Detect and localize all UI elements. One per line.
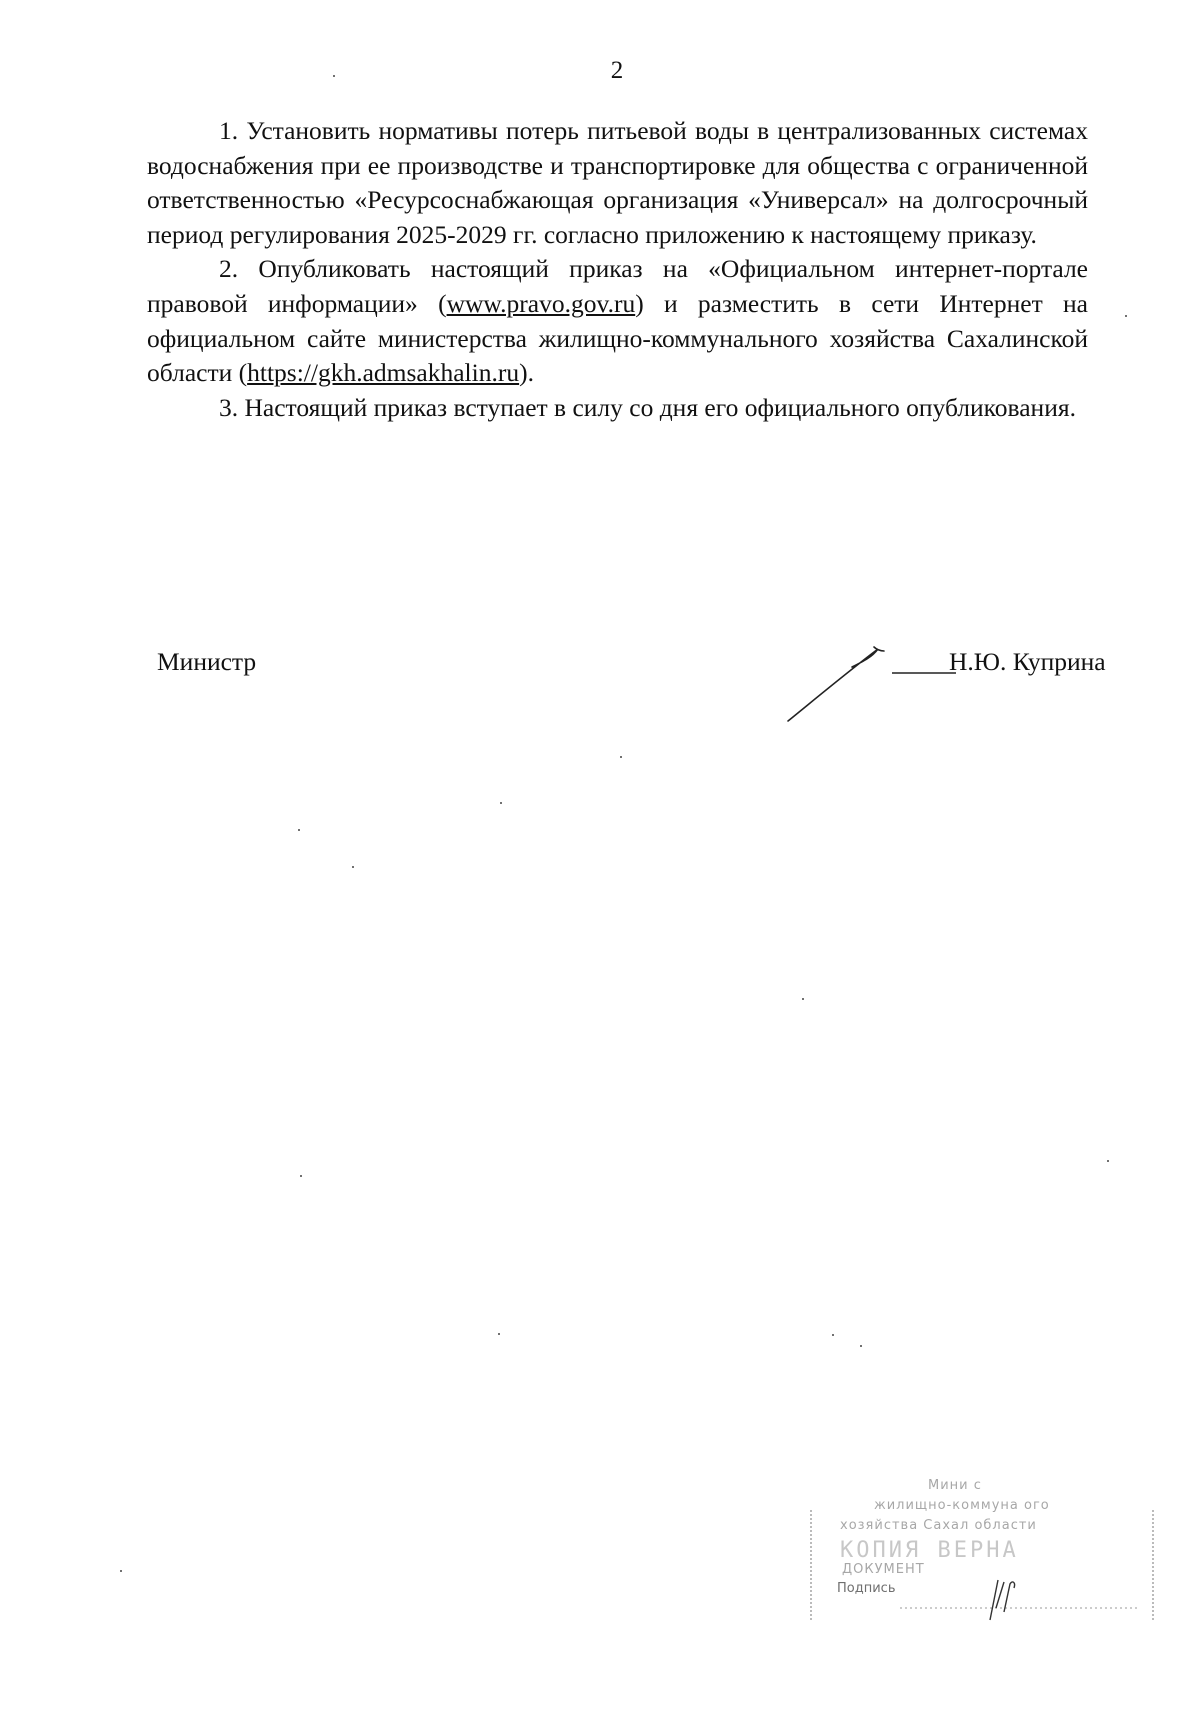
scan-speck xyxy=(300,1175,302,1177)
scan-speck xyxy=(1125,315,1127,317)
scan-speck xyxy=(352,866,354,868)
stamp-line-3: хозяйства Сахал области xyxy=(840,1518,1037,1533)
scan-speck xyxy=(832,1334,834,1336)
stamp-line-1: Мини с xyxy=(928,1478,982,1493)
stamp-sign-label: Подпись xyxy=(837,1581,896,1596)
paragraph-2 xyxy=(147,252,1088,390)
stamp-line-4: КОПИЯ ВЕРНА xyxy=(840,1538,1019,1563)
paragraph-1: 1. Установить нормативы потерь питьевой воды в централизованных системах водоснабжения при ее производстве и транспортировке для общества с ограниченной ответственностью «Ресурсоснабжающая организация «Универсал» на долгосрочный период регулирования 2025-2029 гг. согласно приложению к настоящему приказу. xyxy=(147,116,1088,249)
scan-speck xyxy=(860,1345,862,1347)
scan-speck xyxy=(620,756,622,758)
scan-speck xyxy=(1107,1160,1109,1162)
scan-speck xyxy=(120,1570,122,1572)
stamp-signature xyxy=(870,1578,1140,1622)
scan-speck xyxy=(333,75,335,77)
scan-speck xyxy=(498,1333,500,1335)
scan-speck xyxy=(500,802,502,804)
minister-title: Министр xyxy=(157,647,257,676)
scan-speck xyxy=(802,998,804,1000)
paragraph-2-text-2: ) и разместить в сети Интернет на официальном сайте министерства жилищно-коммунального хозяйства Сахалинской области ( xyxy=(147,288,1088,388)
paragraph-2-text-1: 2. Опубликовать настоящий приказ на «Официальном интернет-портале правовой информации» ( xyxy=(147,254,1088,318)
scan-speck xyxy=(298,829,300,831)
document-body xyxy=(147,114,1088,425)
stamp-line-5: ДОКУМЕНТ xyxy=(842,1562,925,1577)
paragraph-3: 3. Настоящий приказ вступает в силу со дня его официального опубликования. xyxy=(219,392,1076,422)
minister-name: Н.Ю. Куприна xyxy=(949,647,1106,676)
paragraph-2-text-3: ). xyxy=(519,358,534,388)
handwritten-signature xyxy=(780,635,970,725)
copy-stamp xyxy=(810,1460,1160,1630)
page-number: 2 xyxy=(610,57,624,84)
stamp-line-2: жилищно-коммуна ого xyxy=(874,1498,1050,1513)
pravo-link[interactable]: www.pravo.gov.ru xyxy=(446,288,636,318)
gkh-link[interactable]: https://gkh.admsakhalin.ru xyxy=(247,358,520,388)
